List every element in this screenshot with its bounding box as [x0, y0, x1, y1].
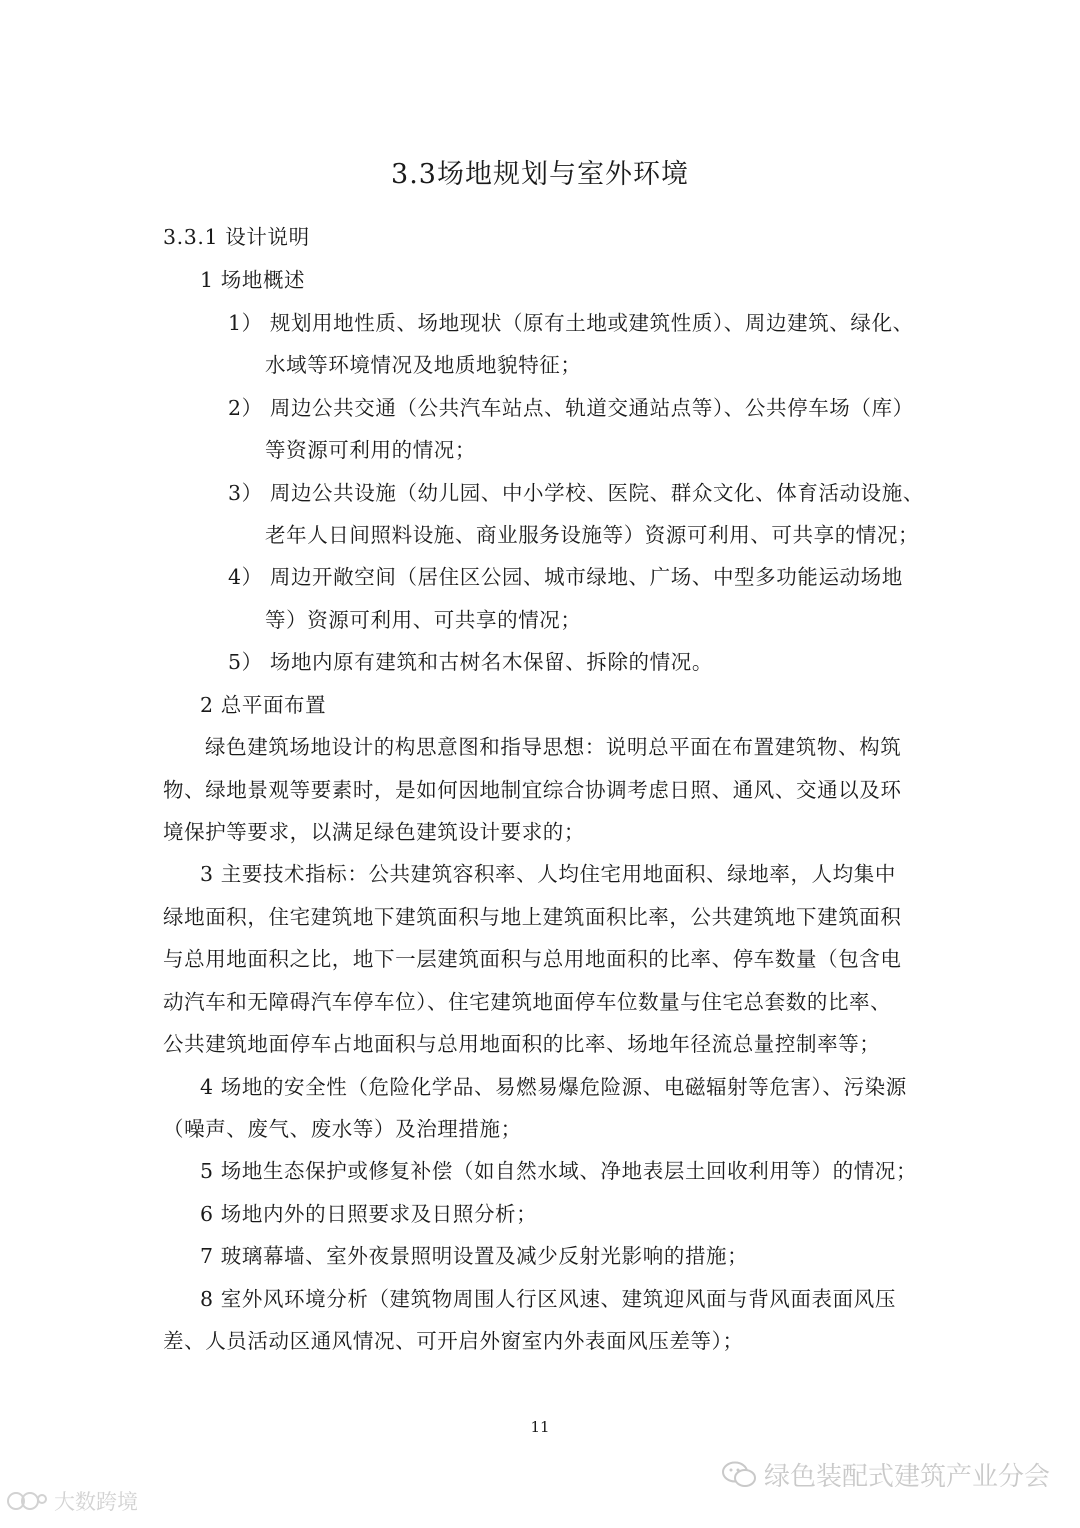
paragraph-line: 6 场地内外的日照要求及日照分析； [200, 1202, 538, 1226]
list-item-continuation: 等资源可利用的情况； [265, 438, 476, 462]
list-item-continuation: 等）资源可利用、可共享的情况； [265, 608, 582, 632]
page-number: 11 [530, 1418, 550, 1436]
list-item: 3） 周边公共设施（幼儿园、中小学校、医院、群众文化、体育活动设施、 [228, 481, 924, 505]
watermark-text: 绿色装配式建筑产业分会 [763, 1462, 1050, 1492]
list-item: 2） 周边公共交通（公共汽车站点、轨道交通站点等）、公共停车场（库） [228, 396, 914, 420]
list-item: 1） 规划用地性质、场地现状（原有土地或建筑性质）、周边建筑、绿化、 [228, 311, 914, 335]
paragraph-line: 7 玻璃幕墙、室外夜景照明设置及减少反射光影响的措施； [200, 1244, 749, 1268]
list-item-continuation: 水域等环境情况及地质地貌特征； [265, 353, 582, 377]
paragraph-line: 绿地面积，住宅建筑地下建筑面积与地上建筑面积比率，公共建筑地下建筑面积 [163, 905, 902, 929]
paragraph-line: 差、人员活动区通风情况、可开启外窗室内外表面风压差等）； [163, 1329, 744, 1353]
wechat-watermark [722, 1456, 1050, 1493]
paragraph-line: 3 主要技术指标：公共建筑容积率、人均住宅用地面积、绿地率，人均集中 [200, 862, 896, 886]
paragraph-line: 绿色建筑场地设计的构思意图和指导思想：说明总平面在布置建筑物、构筑 [205, 735, 902, 759]
section-title: 3.3场地规划与室外环境 [391, 159, 689, 190]
paragraph-line: 动汽车和无障碍汽车停车位）、住宅建筑地面停车位数量与住宅总套数的比率、 [163, 990, 892, 1014]
wechat-icon [722, 1461, 756, 1489]
paragraph-line: 4 场地的安全性（危险化学品、易燃易爆危险源、电磁辐射等危害）、污染源 [200, 1075, 907, 1099]
paragraph-line: （噪声、废气、废水等）及治理措施； [163, 1117, 522, 1141]
watermark-text: 大数跨境 [54, 1490, 138, 1514]
list-item-continuation: 老年人日间照料设施、商业服务设施等）资源可利用、可共享的情况； [265, 523, 920, 547]
item-heading: 1 场地概述 [200, 268, 306, 292]
paragraph-line: 物、绿地景观等要素时，是如何因地制宜综合协调考虑日照、通风、交通以及环 [163, 778, 902, 802]
paragraph-line: 境保护等要求，以满足绿色建筑设计要求的； [163, 820, 585, 844]
list-item: 5） 场地内原有建筑和古树名木保留、拆除的情况。 [228, 650, 713, 674]
paragraph-line: 公共建筑地面停车占地面积与总用地面积的比率、场地年径流总量控制率等； [163, 1032, 881, 1056]
paragraph-line: 5 场地生态保护或修复补偿（如自然水域、净地表层土回收利用等）的情况； [200, 1159, 918, 1183]
logo-icon [6, 1490, 48, 1512]
list-item: 4） 周边开敞空间（居住区公园、城市绿地、广场、中型多功能运动场地 [228, 565, 903, 589]
item-heading: 2 总平面布置 [200, 693, 327, 717]
subsection-heading: 3.3.1 设计说明 [163, 225, 310, 249]
paragraph-line: 与总用地面积之比，地下一层建筑面积与总用地面积的比率、停车数量（包含电 [163, 947, 902, 971]
source-watermark [6, 1486, 138, 1516]
paragraph-line: 8 室外风环境分析（建筑物周围人行区风速、建筑迎风面与背风面表面风压 [200, 1287, 896, 1311]
